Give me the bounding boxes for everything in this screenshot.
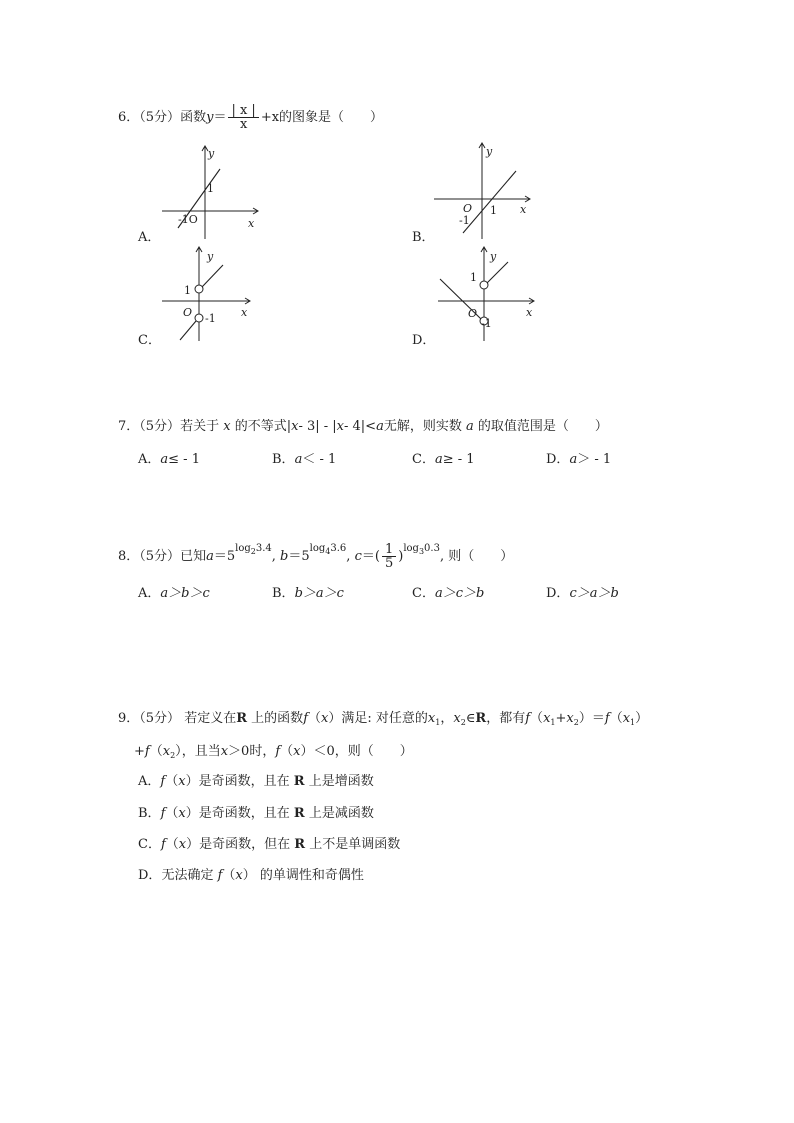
y-label: y [486, 145, 493, 158]
q9-text-1: 若定义在 [184, 711, 237, 726]
option-f: f [217, 868, 223, 883]
q8-base-b: 5 [301, 549, 310, 564]
q9-stem-line-2 [134, 740, 413, 760]
q8-eq-b: ＝ [288, 549, 302, 564]
q7-text-2: 的不等式| [234, 419, 292, 434]
log-arg: 3.6 [330, 543, 347, 554]
q8-option-a[interactable] [138, 582, 210, 601]
open-circle-lower [195, 314, 203, 322]
option-tail: 上是减函数 [308, 806, 374, 821]
option-f: f [160, 774, 166, 789]
option-x: x [178, 837, 187, 852]
y-label: y [490, 250, 497, 263]
q9-f2: f [525, 711, 531, 726]
q9-x-b: x [220, 744, 229, 759]
log-base: 4 [325, 547, 331, 556]
q6-option-c-graph [160, 243, 260, 343]
q9-plus: + [555, 711, 567, 726]
log-base: 3 [418, 547, 425, 556]
option-letter: A． [138, 452, 161, 467]
q9-text-2: 上的函数 [251, 711, 304, 726]
q6-stem [118, 104, 383, 131]
q6-eq: ＝ [213, 110, 227, 125]
q9-text-3: 满足: 对任意的 [341, 711, 428, 726]
option-letter: A． [138, 586, 161, 601]
q7-score: （5分） [139, 419, 181, 434]
q8-lpar: ( [374, 549, 380, 564]
option-tail: 上不是单调函数 [309, 837, 401, 852]
option-mid: 是奇函数，但在 [199, 837, 291, 852]
option-lp: （ [165, 806, 179, 821]
y-label: y [207, 250, 214, 263]
option-letter: C． [138, 837, 161, 852]
q7-option-d[interactable] [546, 448, 611, 467]
graph-line-lower [180, 321, 196, 340]
x-label: x [526, 306, 533, 319]
option-var: a [160, 452, 169, 467]
q8-rpar: ) [398, 549, 404, 564]
q9-option-b[interactable] [138, 802, 374, 821]
q6-stem-pre: 函数 [180, 110, 207, 125]
q9-lp4: （ [149, 744, 163, 759]
q7-var-x2: x [291, 419, 299, 434]
q9-option-c[interactable] [138, 833, 400, 852]
option-mid: 是奇函数，且在 [198, 774, 290, 789]
option-rp: ） [185, 774, 199, 789]
q6-option-d-graph [436, 243, 546, 343]
q6-score: （5分） [139, 110, 181, 125]
x-label: x [241, 306, 248, 319]
option-rest: ＜ - 1 [302, 452, 337, 467]
option-r: R [293, 774, 305, 789]
q9-rp4: ） [175, 744, 182, 759]
q7-var-a2: a [466, 419, 474, 434]
q9-rp2: ） [578, 711, 592, 726]
x-label: x [520, 203, 527, 216]
q7-option-b[interactable] [272, 448, 336, 467]
q9-set-r2: R [475, 711, 487, 726]
origin-label: O [183, 306, 193, 319]
option-f: f [160, 837, 166, 852]
q7-text-3: - 3| - | [298, 419, 337, 434]
q9-line2-text: ，且当 [181, 744, 221, 759]
q9-x-c: x [293, 744, 301, 759]
open-circle-upper [195, 285, 203, 293]
q6-frac-num: | x | [228, 104, 258, 118]
q9-x2: x [453, 711, 461, 726]
graph-line-right [487, 262, 508, 283]
neg-one-label: -1 [481, 317, 492, 330]
option-letter: B． [272, 586, 295, 601]
q6-number: 6． [118, 110, 140, 125]
option-rest: ≤ - 1 [168, 452, 200, 467]
q6-option-c-letter[interactable]: C． [138, 333, 161, 348]
q9-number: 9． [118, 711, 140, 726]
q9-text-4: ，都有 [486, 711, 526, 726]
option-expr: a＞c＞b [434, 586, 485, 601]
q9-x1b: x [543, 711, 551, 726]
option-x: x [235, 868, 243, 883]
q8-sep-1: , [271, 549, 276, 564]
q8-var-a: a [206, 549, 214, 564]
q9-rp: ） [328, 711, 342, 726]
q8-option-c[interactable] [412, 582, 484, 601]
q8-var-c: c [354, 549, 362, 564]
q9-comma: ， [440, 711, 454, 726]
q9-option-d[interactable] [138, 864, 364, 883]
q9-lt0: ＜0，则（ ） [313, 744, 413, 759]
option-mid: 是奇函数，且在 [198, 806, 290, 821]
option-expr: c＞a＞b [569, 586, 619, 601]
q6-option-b-letter[interactable]: B． [412, 230, 435, 245]
log-arg: 0.3 [424, 543, 440, 554]
q9-f: f [303, 711, 308, 726]
one-label: 1 [470, 271, 477, 284]
q8-tail: , 则（ ） [439, 549, 514, 564]
neg-one-label: -1 [205, 312, 216, 325]
q9-sub-1c: 1 [630, 718, 636, 727]
option-f: f [160, 806, 166, 821]
y-label: y [208, 147, 215, 160]
q7-text-6: 的取值范围是（ ） [477, 419, 608, 434]
q8-eq-a: ＝ [213, 549, 227, 564]
q9-x2b: x [566, 711, 574, 726]
open-circle-upper [480, 281, 488, 289]
option-x: x [178, 806, 186, 821]
q9-x1: x [427, 711, 436, 726]
q6-frac-den: x [239, 117, 248, 132]
neg-one-label: -1 [459, 214, 470, 227]
option-var: a [294, 452, 303, 467]
option-var: a [434, 452, 443, 467]
q6-fraction [228, 104, 258, 131]
option-letter: D． [546, 586, 570, 601]
q8-score: （5分） [139, 549, 181, 564]
q6-option-a-graph [160, 142, 270, 242]
option-rest: ＞ - 1 [577, 452, 612, 467]
q9-rp3: ） [635, 711, 649, 726]
q8-option-b[interactable] [272, 582, 344, 601]
q8-eq-c: ＝ [361, 549, 375, 564]
q7-text-1: 若关于 [180, 419, 220, 434]
option-letter: D． [138, 868, 162, 883]
q9-sub-2: 2 [460, 718, 466, 727]
option-tail: 上是增函数 [308, 774, 374, 789]
q7-var-a: a [376, 419, 384, 434]
q7-text-5: 无解，则实数 [383, 419, 462, 434]
q8-var-b: b [280, 549, 289, 564]
q9-lp2: （ [530, 711, 544, 726]
q8-exp-a [235, 543, 272, 554]
option-rp: ） [186, 837, 200, 852]
q9-stem-line-1 [118, 707, 648, 727]
q6-option-b-graph [432, 138, 542, 242]
option-x: x [178, 774, 186, 789]
q9-f5: f [275, 744, 281, 759]
q8-exp-b [310, 543, 347, 554]
q7-option-a[interactable] [138, 448, 200, 467]
q9-x1c: x [622, 711, 631, 726]
q7-var-x3: x [336, 419, 344, 434]
q7-stem [118, 415, 608, 434]
q9-sub-2c: 2 [170, 751, 176, 760]
origin-label: O [468, 307, 478, 320]
option-rest: ≥ - 1 [442, 452, 475, 467]
q9-x2c: x [162, 744, 171, 759]
option-letter: B． [272, 452, 295, 467]
option-tail: 的单调性和奇偶性 [259, 868, 364, 883]
option-letter: D． [546, 452, 570, 467]
q9-sub-1b: 1 [550, 718, 556, 727]
one-label: 1 [184, 284, 191, 297]
option-letter: C． [412, 452, 435, 467]
q9-lp: （ [308, 711, 322, 726]
q9-sub-1: 1 [435, 718, 441, 727]
q9-in: ∈ [465, 711, 476, 726]
q9-f3: f [604, 711, 610, 726]
q8-frac-num: 1 [382, 543, 396, 557]
option-rp: ） [242, 868, 256, 883]
option-pre: 无法确定 [161, 868, 214, 883]
origin-label: O [463, 202, 473, 215]
q9-rp5: ） [300, 744, 314, 759]
q9-lp3: （ [609, 711, 623, 726]
q9-eq: ＝ [591, 711, 605, 726]
option-lp: （ [165, 774, 179, 789]
one-label: 1 [207, 182, 214, 195]
q6-plus-x: +x [260, 110, 280, 125]
q9-lp5: （ [280, 744, 294, 759]
q8-base-a: 5 [226, 549, 236, 564]
q7-number: 7． [118, 419, 140, 434]
q8-text-1: 已知 [180, 549, 207, 564]
q9-option-a[interactable] [138, 770, 374, 789]
q8-exp-c [403, 543, 440, 554]
q8-option-d[interactable] [546, 582, 619, 601]
q9-x: x [321, 711, 329, 726]
q8-sep-2: , [346, 549, 351, 564]
option-letter: B． [138, 806, 161, 821]
one-label: 1 [490, 204, 497, 217]
q9-plus2: + [134, 744, 145, 759]
option-var: a [569, 452, 578, 467]
q8-fraction [382, 543, 396, 570]
log-text: log [309, 543, 326, 554]
log-base: 2 [250, 547, 256, 556]
option-rp: ） [185, 806, 199, 821]
q7-var-x: x [223, 419, 231, 434]
graph-line-upper [202, 265, 223, 287]
q7-text-4: - 4|< [344, 419, 377, 434]
log-arg: 3.4 [255, 543, 272, 554]
q9-gt0: ＞0时， [228, 744, 276, 759]
q6-option-a-letter[interactable]: A． [138, 230, 161, 245]
origin-label: -1O [178, 213, 198, 226]
q9-score: （5分） [139, 711, 181, 726]
x-label: x [248, 217, 255, 230]
log-text: log [235, 543, 251, 554]
log-text: log [403, 543, 419, 554]
q6-stem-post: 的图象是（ ） [279, 110, 384, 125]
option-lp: （ [222, 868, 236, 883]
option-r: R [293, 806, 305, 821]
q9-f4: f [144, 744, 150, 759]
option-expr: a＞b＞c [160, 586, 210, 601]
option-letter: C． [412, 586, 435, 601]
option-r: R [294, 837, 306, 852]
option-lp: （ [165, 837, 179, 852]
q9-sub-2b: 2 [573, 718, 579, 727]
q8-number: 8． [118, 549, 140, 564]
q9-set-r: R [236, 711, 248, 726]
option-letter: A． [138, 774, 161, 789]
option-expr: b＞a＞c [294, 586, 344, 601]
q6-option-d-letter[interactable]: D． [412, 333, 436, 348]
q7-option-c[interactable] [412, 448, 475, 467]
q6-y-var: y [206, 110, 214, 125]
q8-frac-den: 5 [384, 556, 394, 571]
q8-stem [118, 536, 513, 570]
